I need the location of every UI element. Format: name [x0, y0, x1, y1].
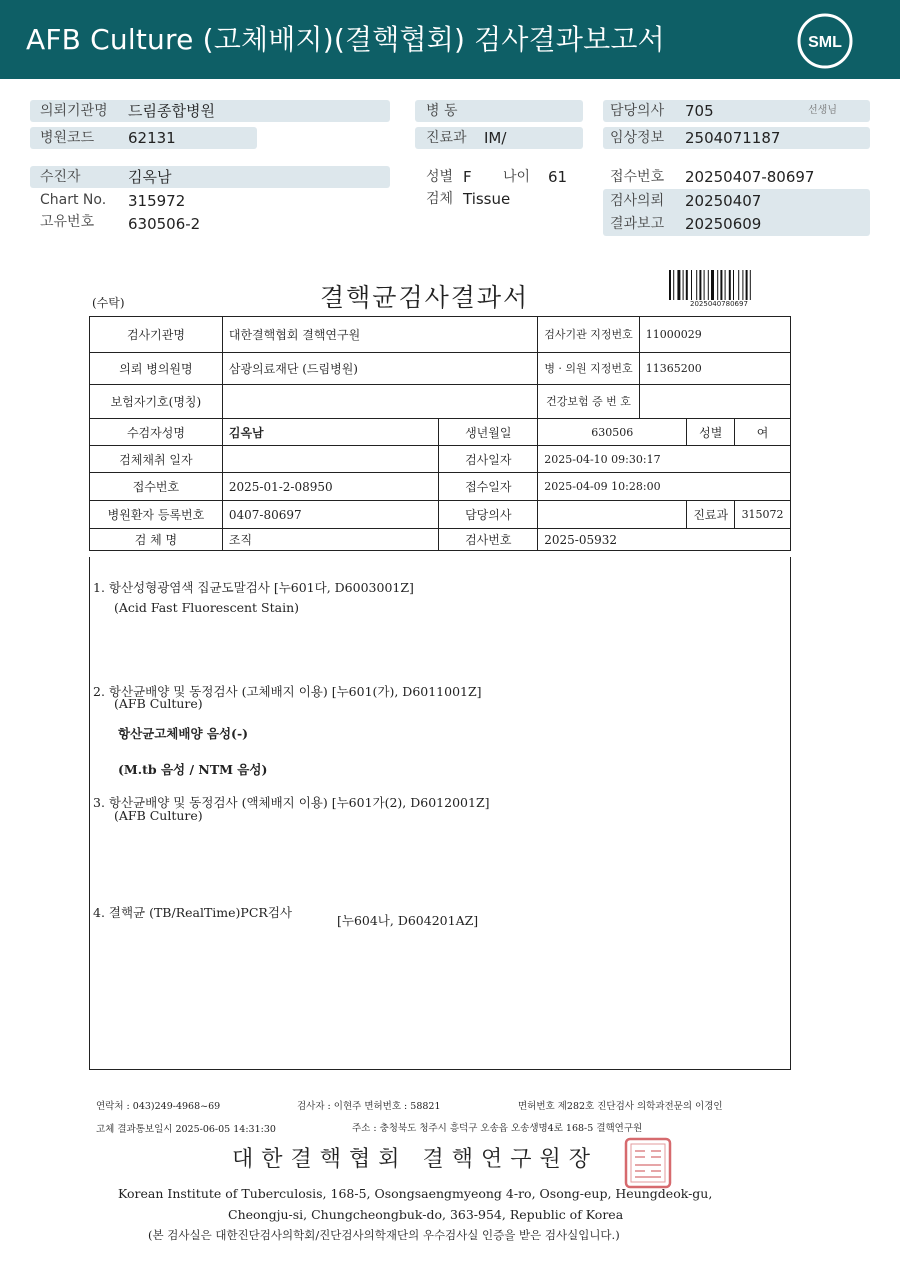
cell-test-date-value: 2025-04-10 09:30:17: [538, 446, 791, 473]
cell-dob-label: 생년월일: [439, 419, 538, 446]
cell-hosp-no-label: 병 · 의원 지정번호: [538, 353, 640, 385]
cell-reg-value: 0407-80697: [222, 501, 438, 529]
institution-value: 드림종합병원: [128, 102, 215, 120]
test-item-4-title: 4. 결핵균 (TB/RealTime)PCR검사: [93, 905, 292, 920]
barcode-bar: [696, 270, 697, 300]
unique-no-value: 630506-2: [128, 215, 201, 233]
cell-name-label: 수검자성명: [90, 419, 223, 446]
cell-receipt-date-value: 2025-04-09 10:28:00: [538, 473, 791, 501]
test-item-3-subtitle: (AFB Culture): [114, 808, 203, 823]
report-info-table: [89, 316, 791, 551]
footer-license: 면허번호 제282호 진단검사 의학과전문의 이경인: [518, 1101, 723, 1112]
barcode-bar: [699, 270, 701, 300]
barcode-bar: [746, 270, 748, 300]
barcode-bar: [704, 270, 705, 300]
cell-sex-value: 여: [735, 419, 791, 446]
official-seal-icon: [624, 1137, 672, 1189]
patient-value: 김옥남: [128, 168, 172, 186]
barcode-number: 2025040780697: [690, 300, 748, 308]
barcode-bar: [677, 270, 680, 300]
dept-value: IM/: [484, 129, 507, 147]
barcode-bar: [733, 270, 734, 300]
cell-receipt-date-label: 접수일자: [439, 473, 538, 501]
sml-logo-icon: [796, 12, 854, 70]
report-title: 결핵균검사결과서: [320, 283, 530, 312]
cell-inst-no-label: 검사기관 지정번호: [538, 317, 640, 353]
request-value: 20250407: [685, 192, 762, 210]
test-item-2-result-detail: (M.tb 음성 / NTM 음성): [118, 762, 268, 777]
barcode-bar: [673, 270, 674, 300]
cell-reg-label: 병원환자 등록번호: [90, 501, 223, 529]
cell-receipt-label: 접수번호: [90, 473, 223, 501]
report-subtitle: (수탁): [92, 296, 125, 310]
report-header: [0, 0, 900, 79]
barcode-bar: [717, 270, 718, 300]
test-item-2-result: 항산균고체배양 음성(-): [118, 726, 249, 741]
doctor-label: 담당의사: [610, 103, 665, 119]
barcode-bar: [738, 270, 739, 300]
cell-req-hosp-value: 삼광의료재단 (드림병원): [222, 353, 537, 385]
barcode-bar: [691, 270, 692, 300]
hospital-code-label: 병원코드: [40, 130, 95, 146]
doctor-suffix: 선생님: [808, 105, 837, 116]
test-item-2-subtitle: (AFB Culture): [114, 696, 203, 711]
institution-label: 의뢰기관명: [40, 103, 108, 119]
cell-name-value: 김옥남: [222, 419, 438, 446]
barcode-bar: [683, 270, 684, 300]
test-item-1-subtitle: (Acid Fast Fluorescent Stain): [114, 600, 300, 615]
barcode-icon: [669, 270, 777, 300]
footer-address-en-2: Cheongju-si, Chungcheongbuk-do, 363-954, Republic of Korea: [228, 1207, 624, 1222]
dept-label: 진료과: [426, 130, 467, 146]
test-item-2-title: 2. 항산균배양 및 동정검사 (고체배지 이용) [누601(가), D6011001Z]: [93, 684, 482, 699]
unique-no-label: 고유번호: [40, 214, 95, 230]
barcode-bar: [750, 270, 751, 300]
age-label: 나이: [503, 169, 531, 185]
footer-tester: 검사자 : 이현주 면허번호 : 58821: [297, 1101, 441, 1112]
footer-report-date: 고체 결과통보일시 2025-06-05 14:31:30: [96, 1124, 276, 1135]
chart-no-value: 315972: [128, 192, 186, 210]
chart-no-label: Chart No.: [40, 192, 107, 208]
cell-test-date-label: 검사일자: [439, 446, 538, 473]
cell-health-value: [639, 385, 790, 419]
result-value: 20250609: [685, 215, 762, 233]
footer-address-kr: 주소 : 충청북도 청주시 흥덕구 오송읍 오송생명4로 168-5 결핵연구원: [352, 1123, 643, 1134]
barcode-bar: [742, 270, 743, 300]
clinical-value: 2504071187: [685, 129, 781, 147]
age-value: 61: [548, 168, 568, 186]
receipt-label: 접수번호: [610, 169, 665, 185]
cell-test-no-value: 2025-05932: [538, 529, 791, 551]
cell-inst-value: 대한결핵협회 결핵연구원: [222, 317, 537, 353]
barcode-bar: [711, 270, 714, 300]
cell-doc-value: [538, 501, 687, 529]
cell-spec-value: 조직: [222, 529, 438, 551]
doctor-value: 705: [685, 102, 714, 120]
cell-dob-value: 630506: [538, 419, 687, 446]
cell-dept-label: 진료과: [687, 501, 735, 529]
cell-doc-label: 담당의사: [439, 501, 538, 529]
footer-org-name: 대한결핵협회 결핵연구원장: [232, 1147, 599, 1172]
ward-label: 병 동: [426, 103, 458, 119]
cell-test-no-label: 검사번호: [439, 529, 538, 551]
patient-row: [30, 166, 390, 188]
barcode-bar: [708, 270, 709, 300]
test-item-1-title: 1. 항산성형광염색 집균도말검사 [누601다, D6003001Z]: [93, 580, 414, 595]
barcode-bar: [686, 270, 688, 300]
footer-contact: 연락처 : 043)249-4968~69: [96, 1101, 221, 1112]
sex-value: F: [463, 168, 472, 186]
report-header-title: AFB Culture (고체배지)(결핵협회) 검사결과보고서: [26, 23, 665, 56]
footer-address-en-1: Korean Institute of Tuberculosis, 168-5, Osongsaengmyeong 4-ro, Osong-eup, Heungdeok-gu,: [118, 1186, 713, 1201]
cell-hosp-no-value: 11365200: [639, 353, 790, 385]
barcode-bar: [669, 270, 671, 300]
test-item-3-title: 3. 항산균배양 및 동정검사 (액체배지 이용) [누601가(2), D6012001Z]: [93, 795, 490, 810]
specimen-label: 검체: [426, 191, 454, 207]
cell-req-hosp-label: 의뢰 병의원명: [90, 353, 223, 385]
patient-label: 수진자: [40, 169, 81, 185]
barcode-bar: [720, 270, 722, 300]
cell-insurer-label: 보험자기호(명칭): [90, 385, 223, 419]
test-item-4-code: [누604나, D604201AZ]: [337, 913, 479, 928]
receipt-value: 20250407-80697: [685, 168, 815, 186]
cell-inst-no-value: 11000029: [639, 317, 790, 353]
clinical-label: 임상정보: [610, 130, 665, 146]
footer-certification: (본 검사실은 대한진단검사의학회/진단검사의학재단의 우수검사실 인증을 받은 검사실입니다.): [148, 1228, 620, 1242]
result-label: 결과보고: [610, 216, 665, 232]
barcode-bar: [725, 270, 726, 300]
barcode-bar: [729, 270, 731, 300]
sml-logo-text: SML: [808, 34, 842, 51]
cell-receipt-value: 2025-01-2-08950: [222, 473, 438, 501]
cell-inst-label: 검사기관명: [90, 317, 223, 353]
sex-label: 성별: [426, 169, 454, 185]
cell-health-label: 건강보험 증 번 호: [538, 385, 640, 419]
cell-insurer-value: [222, 385, 537, 419]
request-label: 검사의뢰: [610, 193, 665, 209]
hospital-code-value: 62131: [128, 129, 176, 147]
cell-dept-value: 315072: [735, 501, 791, 529]
cell-spec-label: 검 체 명: [90, 529, 223, 551]
specimen-value: Tissue: [463, 190, 511, 208]
cell-sex-label: 성별: [687, 419, 735, 446]
cell-collect-label: 검체채취 일자: [90, 446, 223, 473]
cell-collect-value: [222, 446, 438, 473]
